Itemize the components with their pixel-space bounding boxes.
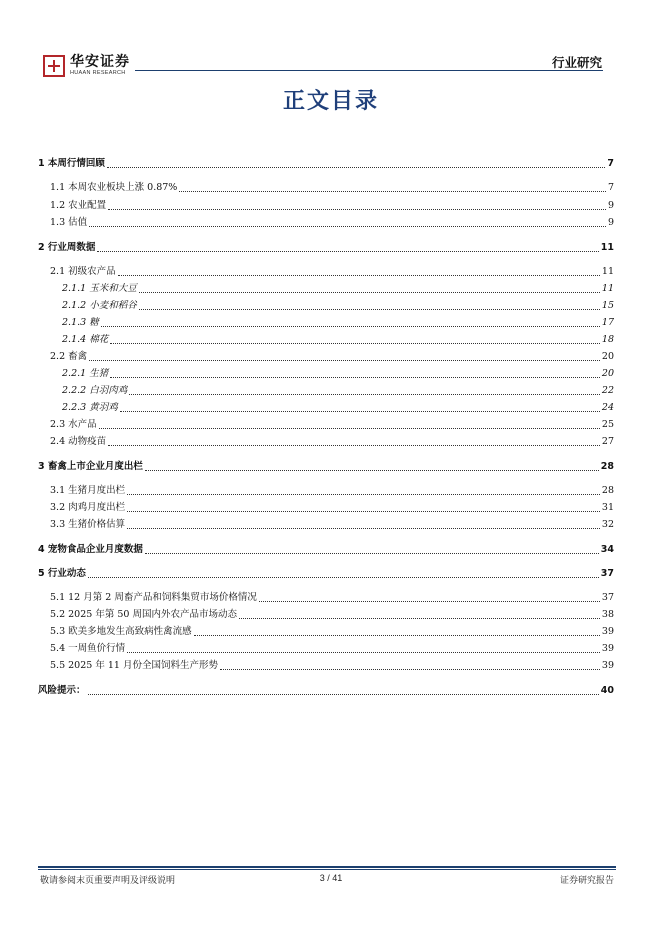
toc-entry[interactable] [38, 460, 614, 474]
toc-leader [127, 494, 600, 495]
page-number: 3 / 41 [319, 873, 343, 883]
toc-leader [239, 618, 600, 619]
toc-entry-label: 2.1 初级农产品 [50, 266, 116, 277]
toc-entry-page: 39 [601, 660, 614, 671]
toc-entry[interactable] [38, 333, 614, 347]
toc-entry[interactable] [38, 625, 614, 639]
toc-entry-page: 7 [607, 158, 614, 169]
toc-leader [108, 445, 600, 446]
toc-entry-label: 2 行业周数据 [38, 242, 96, 253]
toc-entry-page: 37 [600, 568, 614, 579]
toc-entry[interactable] [38, 316, 614, 330]
toc-leader [89, 360, 600, 361]
toc-leader [129, 394, 600, 395]
toc-entry-label: 2.4 动物疫苗 [50, 436, 107, 447]
logo-icon [43, 55, 65, 77]
toc-entry-label: 2.2 畜禽 [50, 351, 88, 362]
toc-entry[interactable] [38, 265, 614, 279]
toc-entry[interactable] [38, 435, 614, 449]
toc-entry[interactable] [38, 501, 614, 515]
toc-leader [110, 343, 600, 344]
toc-entry-label: 3 畜禽上市企业月度出栏 [38, 461, 143, 472]
toc-entry-label: 2.1.1 玉米和大豆 [62, 283, 137, 294]
toc-leader [108, 209, 606, 210]
toc-leader [99, 428, 600, 429]
toc-entry-page: 34 [600, 544, 614, 555]
toc-entry-page: 11 [601, 283, 614, 294]
toc-entry[interactable] [38, 157, 614, 171]
toc-leader [127, 652, 600, 653]
toc-entry[interactable] [38, 484, 614, 498]
toc-entry-label: 1.3 估值 [50, 217, 88, 228]
toc-entry-page: 24 [601, 402, 614, 413]
toc-entry-label: 2.3 水产品 [50, 419, 97, 430]
toc-entry[interactable] [38, 567, 614, 581]
toc-entry-label: 5.2 2025 年第 50 周国内外农产品市场动态 [50, 609, 237, 620]
toc-entry-page: 28 [601, 485, 614, 496]
toc-entry-page: 7 [607, 182, 614, 193]
toc-entry-page: 11 [601, 266, 614, 277]
toc-entry-page: 32 [601, 519, 614, 530]
toc-entry-page: 27 [601, 436, 614, 447]
toc-entry-label: 2.2.2 白羽肉鸡 [62, 385, 128, 396]
report-category: 行业研究 [551, 55, 602, 70]
toc-leader [139, 292, 600, 293]
toc-entry-page: 37 [601, 592, 614, 603]
toc-leader [107, 167, 605, 168]
toc-entry[interactable] [38, 241, 614, 255]
toc-leader [120, 411, 600, 412]
toc-entry-label: 5.4 一周鱼价行情 [50, 643, 126, 654]
toc-leader [145, 470, 599, 471]
toc-entry-page: 39 [601, 643, 614, 654]
toc-entry-label: 5.3 欧美多地发生高致病性禽流感 [50, 626, 192, 637]
toc-entry-label: 3.3 生猪价格估算 [50, 519, 126, 530]
footer-divider [38, 866, 616, 868]
footer-doc-type: 证券研究报告 [559, 876, 614, 886]
toc-entry[interactable] [38, 659, 614, 673]
toc-entry-page: 22 [601, 385, 614, 396]
toc-entry-page: 31 [601, 502, 614, 513]
toc-leader [118, 275, 600, 276]
toc-leader [89, 226, 606, 227]
toc-leader [179, 191, 606, 192]
toc-entry[interactable] [38, 282, 614, 296]
footer-disclaimer: 敬请参阅末页重要声明及评级说明 [40, 876, 176, 886]
logo-chinese-name: 华安证券 [70, 54, 130, 71]
toc-entry-page: 11 [600, 242, 614, 253]
toc-entry[interactable] [38, 642, 614, 656]
toc-entry[interactable] [38, 199, 614, 213]
toc-entry-label: 2.2.1 生猪 [62, 368, 109, 379]
toc-leader [127, 528, 600, 529]
toc-leader [88, 694, 599, 695]
toc-entry-label: 2.1.2 小麦和稻谷 [62, 300, 137, 311]
page-title: 正文目录 [282, 88, 379, 114]
toc-entry-page: 17 [601, 317, 614, 328]
toc-leader [194, 635, 600, 636]
toc-leader [127, 511, 600, 512]
toc-entry-page: 25 [601, 419, 614, 430]
toc-entry[interactable] [38, 384, 614, 398]
toc-entry-page: 20 [601, 368, 614, 379]
header-divider [135, 70, 603, 71]
toc-entry[interactable] [38, 608, 614, 622]
toc-entry-label: 2.2.3 黄羽鸡 [62, 402, 118, 413]
toc-leader [145, 553, 599, 554]
toc-entry-page: 9 [607, 200, 614, 211]
toc-entry-label: 5.1 12 月第 2 周畜产品和饲料集贸市场价格情况 [50, 592, 257, 603]
footer-divider-thin [38, 869, 616, 870]
toc-entry-label: 4 宠物食品企业月度数据 [38, 544, 143, 555]
toc-entry-page: 38 [601, 609, 614, 620]
toc-entry-page: 28 [600, 461, 614, 472]
toc-entry[interactable] [38, 684, 614, 698]
toc-entry[interactable] [38, 216, 614, 230]
logo-text [70, 55, 130, 77]
toc-entry-label: 3.1 生猪月度出栏 [50, 485, 126, 496]
toc-leader [88, 577, 599, 578]
toc-entry[interactable] [38, 543, 614, 557]
toc-leader [139, 309, 600, 310]
toc-leader [110, 377, 600, 378]
toc-entry-page: 9 [607, 217, 614, 228]
toc-leader [101, 326, 600, 327]
toc-entry-label: 1 本周行情回顾 [38, 158, 105, 169]
toc-entry-page: 39 [601, 626, 614, 637]
toc-entry-label: 风险提示： [38, 685, 86, 696]
toc-entry[interactable] [38, 418, 614, 432]
company-logo [43, 55, 130, 77]
toc-entry[interactable] [38, 299, 614, 313]
toc-entry-page: 15 [601, 300, 614, 311]
toc-leader [259, 601, 600, 602]
logo-english-name: HUAAN RESEARCH [70, 70, 126, 77]
toc-entry[interactable] [38, 350, 614, 364]
toc-entry-label: 2.1.3 糖 [62, 317, 99, 328]
toc-entry[interactable] [38, 367, 614, 381]
toc-entry-page: 20 [601, 351, 614, 362]
toc-entry-label: 3.2 肉鸡月度出栏 [50, 502, 126, 513]
toc-entry-label: 1.2 农业配置 [50, 200, 107, 211]
toc-entry[interactable] [38, 401, 614, 415]
toc-entry[interactable] [38, 591, 614, 605]
toc-entry-label: 2.1.4 棉花 [62, 334, 109, 345]
toc-entry-page: 18 [601, 334, 614, 345]
toc-leader [220, 669, 600, 670]
toc-entry-label: 5 行业动态 [38, 568, 86, 579]
toc-entry-label: 5.5 2025 年 11 月份全国饲料生产形势 [50, 660, 218, 671]
toc-entry-label: 1.1 本周农业板块上涨 0.87% [50, 182, 178, 193]
toc-leader [97, 251, 598, 252]
toc-entry[interactable] [38, 181, 614, 195]
toc-entry-page: 40 [600, 685, 614, 696]
toc-entry[interactable] [38, 518, 614, 532]
